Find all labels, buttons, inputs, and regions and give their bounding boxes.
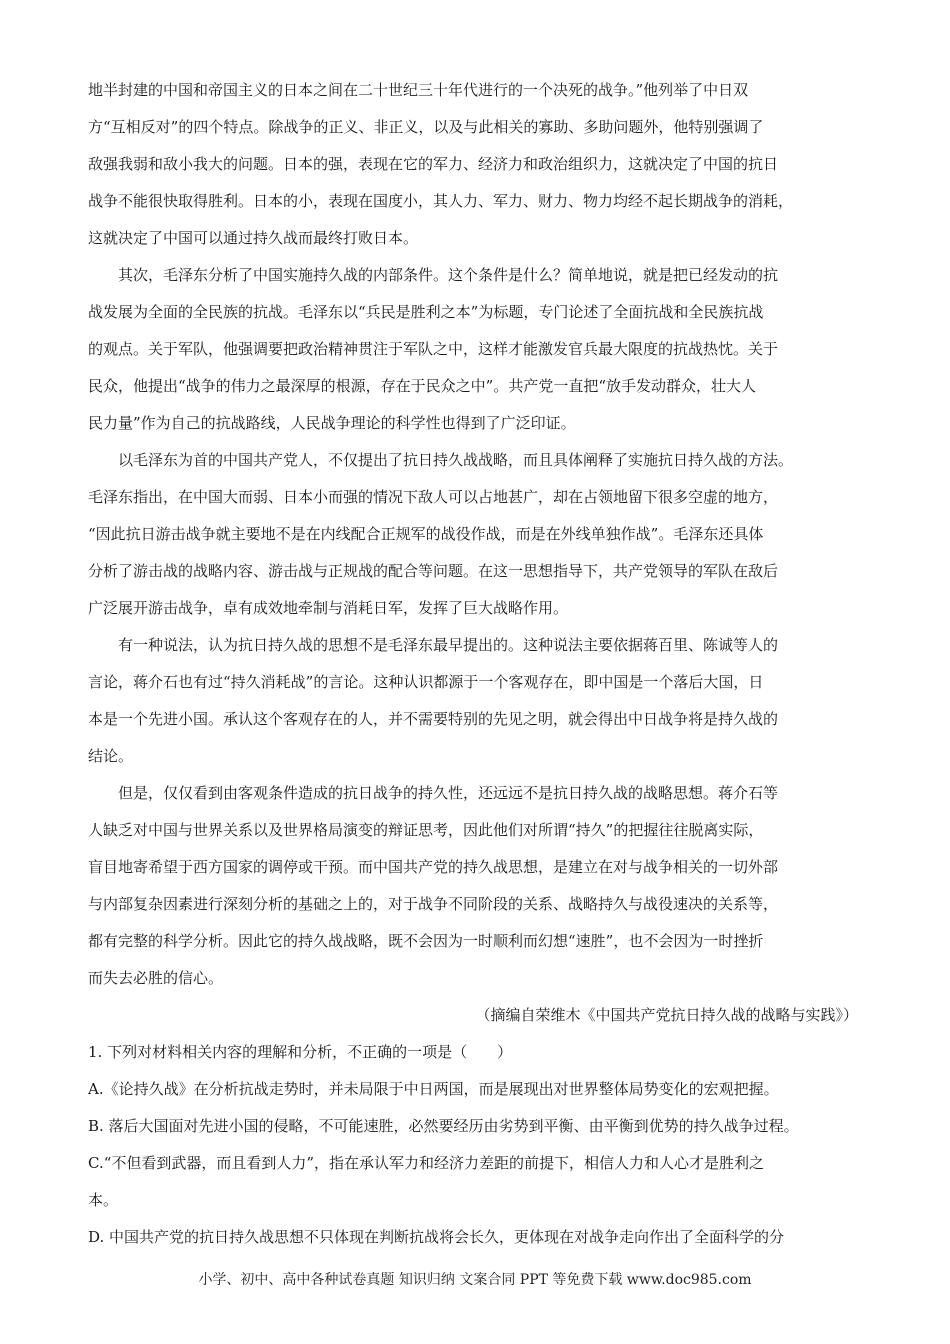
passage-line: 本是一个先进小国。承认这个客观存在的人，并不需要特别的先见之明，就会得出中日战争将是持久战的 [88,710,779,728]
question-option-c: C.“不但看到武器，而且看到人力”，指在承认军力和经济力差距的前提下，相信人力和人心才是胜利之 [88,1154,765,1172]
passage-line: 战发展为全面的全民族的抗战。毛泽东以“兵民是胜利之本”为标题，专门论述了全面抗战和全民族抗战 [88,303,764,321]
passage-line: 言论，蒋介石也有过“持久消耗战”的言论。这种认识都源于一个客观存在，即中国是一个落后大国，日 [88,673,764,691]
passage-line: 人缺乏对中国与世界关系以及世界格局演变的辩证思考，因此他们对所谓“持久”的把握往往脱离实际， [88,821,764,839]
passage-line: 与内部复杂因素进行深刻分析的基础之上的，对于战争不同阶段的关系、战略持久与战役速决的关系等， [88,895,779,913]
passage-line: 分析了游击战的战略内容、游击战与正规战的配合等问题。在这一思想指导下，共产党领导的军队在敌后 [88,562,779,580]
passage-line: “因此抗日游击战争就主要地不是在内线配合正规军的战役作战，而是在外线单独作战”。毛泽东还具体 [88,525,764,543]
passage-line: 方“互相反对”的四个特点。除战争的正义、非正义，以及与此相关的寡助、多助问题外，他特别强调了 [88,118,764,136]
passage-line: 敌强我弱和敌小我大的问题。日本的强，表现在它的军力、经济力和政治组织力，这就决定了中国的抗日 [88,155,779,173]
passage-line: 这就决定了中国可以通过持久战而最终打败日本。 [88,229,419,247]
document-page [88,72,862,1256]
passage-line: 广泛展开游击战争，卓有成效地牵制与消耗日军，发挥了巨大战略作用。 [88,599,569,617]
question-option-d: D. 中国共产党的抗日持久战思想不只体现在判断抗战将会长久，更体现在对战争走向作出了全面科学的分 [88,1228,785,1246]
passage-line: 民力量”作为自己的抗战路线，人民战争理论的科学性也得到了广泛印证。 [88,414,576,432]
passage-line: 其次，毛泽东分析了中国实施持久战的内部条件。这个条件是什么？简单地说，就是把已经发动的抗 [118,266,779,284]
question-option-b: B. 落后大国面对先进小国的侵略，不可能速胜，必然要经历由劣势到平衡、由平衡到优势的持久战争过程。 [88,1117,799,1135]
passage-line: 民众，他提出“战争的伟力之最深厚的根源，存在于民众之中”。共产党一直把“放手发动群众，壮大人 [88,377,757,395]
passage-line: 但是，仅仅看到由客观条件造成的抗日战争的持久性，还远远不是抗日持久战的战略思想。蒋介石等 [118,784,779,802]
passage-line: 战争不能很快取得胜利。日本的小，表现在国度小，其人力、军力、财力、物力均经不起长期战争的消耗， [88,192,794,210]
page-footer: 小学、初中、高中各种试卷真题 知识归纳 文案合同 PPT 等免费下载 www.doc985.com [198,1272,752,1288]
passage [88,72,862,997]
passage-line: 有一种说法，认为抗日持久战的思想不是毛泽东最早提出的。这种说法主要依据蒋百里、陈诚等人的 [118,636,779,654]
source-citation: （摘编自荣维木《中国共产党抗日持久战的战略与实践》） [475,1006,858,1024]
passage-line: 毛泽东指出，在中国大而弱、日本小而强的情况下敌人可以占地甚广，却在占领地留下很多空虚的地方， [88,488,779,506]
passage-line: 盲目地寄希望于西方国家的调停或干预。而中国共产党的持久战思想，是建立在对与战争相关的一切外部 [88,858,779,876]
passage-line: 结论。 [88,747,134,765]
passage-line: 都有完整的科学分析。因此它的持久战战略，既不会因为一时顺利而幻想“速胜”，也不会因为一时挫折 [88,932,764,950]
question-block [88,1034,862,1256]
passage-line: 地半封建的中国和帝国主义的日本之间在二十世纪三十年代进行的一个决死的战争。”他列举了中日双 [88,81,749,99]
passage-line: 而失去必胜的信心。 [88,969,224,987]
question-option-c-continued: 本。 [88,1191,119,1209]
passage-line: 以毛泽东为首的中国共产党人，不仅提出了抗日持久战战略，而且具体阐释了实施抗日持久战的方法。 [118,451,794,469]
question-stem: 1. 下列对材料相关内容的理解和分析，不正确的一项是（ ） [88,1043,513,1061]
question-option-a: A.《论持久战》在分析抗战走势时，并未局限于中日两国，而是展现出对世界整体局势变化的宏观把握。 [88,1080,779,1098]
passage-line: 的观点。关于军队，他强调要把政治精神贯注于军队之中，这样才能激发官兵最大限度的抗战热忱。关于 [88,340,779,358]
